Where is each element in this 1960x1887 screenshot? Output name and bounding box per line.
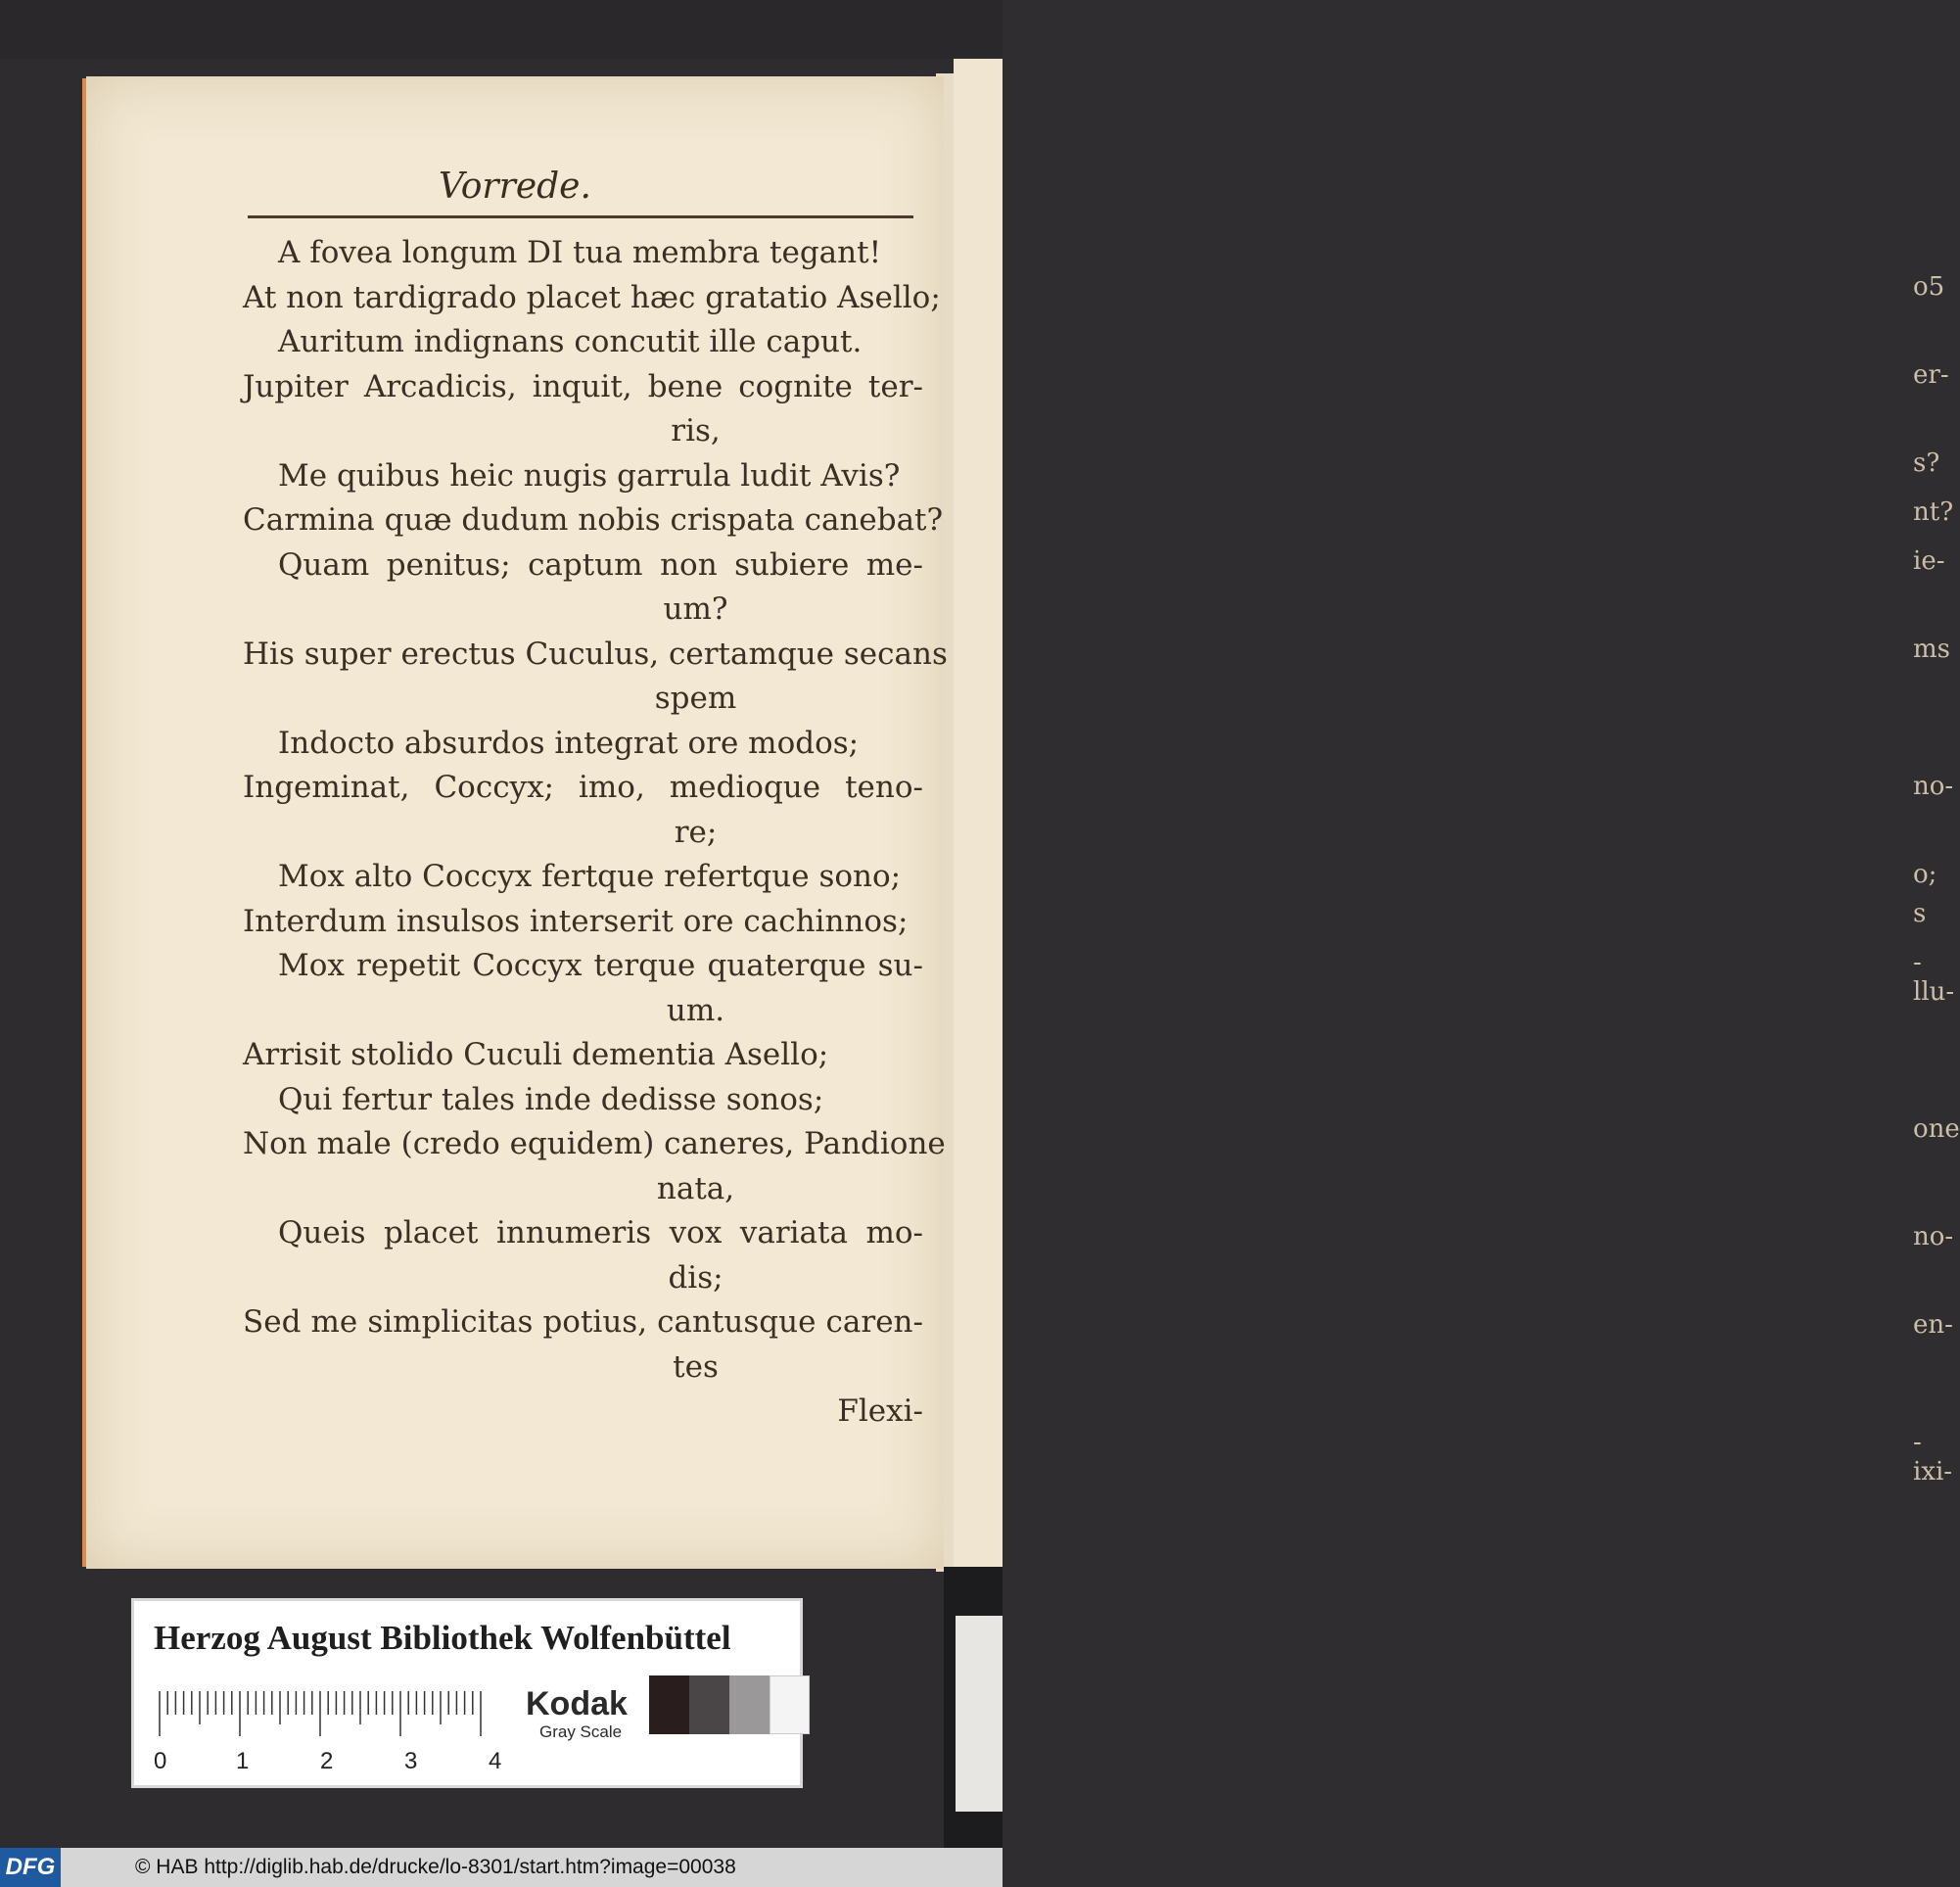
ruler-numbers <box>154 1748 506 1777</box>
library-name: Herzog August Bibliothek Wolfenbüttel <box>154 1619 731 1657</box>
text-line: A fovea longum DI tua membra tegant! <box>278 235 882 270</box>
gray-swatch <box>689 1675 729 1734</box>
text-line: Non male (credo equidem) caneres, Pandione <box>243 1126 946 1161</box>
facing-fragment: en- <box>1913 1310 1953 1340</box>
header-rule <box>248 215 913 218</box>
ruler-number: 2 <box>320 1748 334 1774</box>
text-line: Ingeminat, Coccyx; imo, medioque teno- <box>243 770 923 805</box>
catchword: Flexi- <box>837 1393 923 1429</box>
kodak-logo: Kodak <box>526 1685 628 1722</box>
text-line: Carmina quæ dudum nobis crispata canebat? <box>243 502 944 538</box>
dfg-logo: DFG <box>0 1848 61 1887</box>
running-header: Vorrede. <box>439 166 591 207</box>
facing-fragment: ms <box>1913 635 1950 664</box>
ruler-icon <box>158 1691 490 1736</box>
text-line: Interdum insulsos interserit ore cachinnos; <box>243 903 909 939</box>
text-line: Mox repetit Coccyx terque quaterque su- <box>278 948 923 983</box>
text-line: Auritum indignans concutit ille caput. <box>278 324 863 359</box>
text-line: dis; <box>668 1259 723 1296</box>
facing-fragment: o5 <box>1913 272 1945 302</box>
text-line: nata, <box>656 1170 735 1206</box>
facing-fragment: -ixi- <box>1913 1428 1953 1486</box>
facing-fragment: -llu- <box>1913 948 1955 1007</box>
text-line: tes <box>673 1348 719 1385</box>
gray-swatch <box>729 1675 770 1734</box>
text-line: Quam penitus; captum non subiere me- <box>278 546 923 583</box>
facing-fragment: one <box>1913 1114 1960 1144</box>
facing-fragment: nt? <box>1913 497 1954 527</box>
text-line: Jupiter Arcadicis, inquit, bene cognite ter- <box>243 368 923 404</box>
text-line: His super erectus Cuculus, certamque secans <box>243 636 948 672</box>
text-line: Queis placet innumeris vox variata mo- <box>278 1215 923 1250</box>
text-line: At non tardigrado placet hæc gratatio Asello; <box>243 279 941 315</box>
facing-fragment: no- <box>1913 772 1954 801</box>
text-line: um? <box>663 591 728 627</box>
poem-text <box>243 231 948 1435</box>
text-line: Me quibus heic nugis garrula ludit Avis? <box>278 457 901 494</box>
scan-top-border <box>0 0 1003 59</box>
facing-fragment: s <box>1913 899 1927 928</box>
scan-right-card <box>956 1616 1003 1812</box>
gray-scale-label: Gray Scale <box>539 1722 623 1741</box>
ruler-number: 3 <box>404 1748 418 1774</box>
facing-fragment: s? <box>1913 448 1940 478</box>
text-line: spem <box>654 681 737 716</box>
facing-fragment: no- <box>1913 1222 1954 1251</box>
text-line: ris, <box>671 413 721 448</box>
text-line: Qui fertur tales inde dedisse sonos; <box>278 1081 824 1117</box>
gray-swatch <box>770 1675 810 1734</box>
facing-fragment: er- <box>1913 360 1949 390</box>
facing-page <box>954 59 1960 1567</box>
ruler-number: 1 <box>236 1748 250 1774</box>
book-page <box>86 76 948 1569</box>
color-calibration-bar <box>131 1598 803 1788</box>
text-line: um. <box>666 992 725 1028</box>
ruler-number: 4 <box>489 1748 502 1774</box>
text-line: Indocto absurdos integrat ore modos; <box>278 725 860 761</box>
text-line: Sed me simplicitas potius, cantusque caren- <box>243 1304 923 1340</box>
gray-swatch <box>649 1675 689 1734</box>
facing-fragment: ie- <box>1913 546 1945 576</box>
text-line: Mox alto Coccyx fertque refertque sono; <box>278 859 902 894</box>
footer-credit[interactable]: © HAB http://diglib.hab.de/drucke/lo-8301/start.htm?image=00038 <box>135 1856 736 1878</box>
ruler-number: 0 <box>154 1748 167 1774</box>
facing-fragment: o; <box>1913 860 1937 889</box>
text-line: Arrisit stolido Cuculi dementia Asello; <box>243 1037 829 1072</box>
text-line: re; <box>674 814 718 850</box>
